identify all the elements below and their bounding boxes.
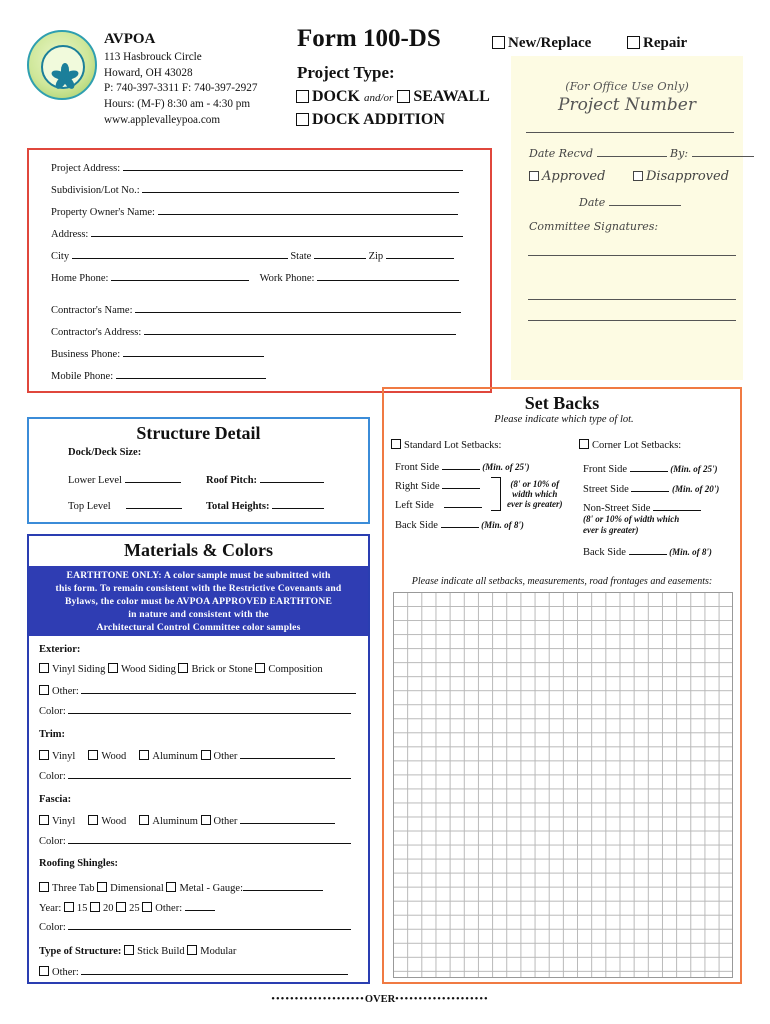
dimensional-checkbox[interactable]	[97, 882, 107, 892]
side-setback-note: (8' or 10% of width which ever is greater)	[507, 479, 563, 509]
trim-wood-checkbox[interactable]	[88, 750, 98, 760]
phone-fields[interactable]: Home Phone: Work Phone:	[51, 270, 459, 284]
org-address-line2: Howard, OH 43028	[104, 66, 193, 79]
year-15-checkbox[interactable]	[64, 902, 74, 912]
deck-size-label: Dock/Deck Size:	[68, 447, 142, 458]
roofing-year-field[interactable]: Year: 15 20 25 Other:	[39, 900, 215, 914]
dock-checkbox[interactable]	[296, 90, 309, 103]
side-bracket	[491, 477, 501, 511]
fascia-options[interactable]: Vinyl Wood Aluminum Other	[39, 813, 335, 827]
exterior-label: Exterior:	[39, 644, 81, 655]
trim-other-checkbox[interactable]	[201, 750, 211, 760]
page-footer: ••••••••••••••••••••OVER••••••••••••••••••••	[271, 994, 489, 1005]
new-replace-checkbox[interactable]	[492, 36, 505, 49]
fascia-vinyl-checkbox[interactable]	[39, 815, 49, 825]
roofing-shingles-label: Roofing Shingles:	[39, 858, 119, 869]
right-side-field[interactable]: Right Side	[395, 478, 480, 492]
corner-back-side-field[interactable]: Back Side (Min. of 8')	[583, 544, 712, 558]
dock-addition-checkbox[interactable]	[296, 113, 309, 126]
setbacks-subtitle: Please indicate which type of lot.	[494, 414, 634, 425]
seawall-checkbox[interactable]	[397, 90, 410, 103]
project-type-row1	[296, 88, 490, 106]
structure-type-other-field[interactable]: Other:	[39, 964, 348, 978]
setbacks-title: Set Backs	[524, 393, 600, 413]
org-hours: Hours: (M-F) 8:30 am - 4:30 pm	[104, 98, 251, 111]
roofing-color-field[interactable]: Color:	[39, 919, 351, 933]
exterior-other-checkbox[interactable]	[39, 685, 49, 695]
modular-checkbox[interactable]	[187, 945, 197, 955]
org-address-line1: 113 Hasbrouck Circle	[104, 51, 202, 63]
owner-name-field[interactable]: Property Owner's Name:	[51, 204, 458, 218]
office-date-field[interactable]: Date	[579, 195, 681, 209]
roof-pitch-field[interactable]: Roof Pitch:	[206, 472, 324, 486]
trim-aluminum-checkbox[interactable]	[139, 750, 149, 760]
exterior-other-field[interactable]: Other:	[39, 683, 356, 697]
dock-addition-option[interactable]: DOCK ADDITION	[296, 111, 445, 129]
approved-option[interactable]: Approved	[529, 169, 605, 184]
seawall-option[interactable]: SEAWALL	[397, 88, 489, 105]
project-type-label: Project Type:	[297, 63, 395, 82]
committee-signatures-label: Committee Signatures:	[529, 220, 659, 233]
earthtone-notice: EARTHTONE ONLY: A color sample must be submitted with this form. To remain consistent with the Restrictive Covenants and Bylaws, the color must be AVPOA APPROVED EARTHTONE in nature and consistent with the Architectural Control Committee color samples	[29, 566, 368, 636]
fascia-color-field[interactable]: Color:	[39, 833, 351, 847]
logo-emblem	[41, 45, 85, 89]
signature-line-1[interactable]	[528, 255, 736, 256]
trim-vinyl-checkbox[interactable]	[39, 750, 49, 760]
composition-checkbox[interactable]	[255, 663, 265, 673]
fascia-label: Fascia:	[39, 794, 72, 805]
street-side-field[interactable]: Street Side (Min. of 20')	[583, 481, 719, 495]
project-number-label: Project Number	[558, 95, 696, 115]
signature-line-2[interactable]	[528, 299, 736, 300]
project-address-field[interactable]: Project Address:	[51, 160, 463, 174]
non-street-note: (8' or 10% of width which ever is greater)	[583, 514, 680, 535]
non-street-side-field[interactable]: Non-Street Side	[583, 500, 701, 514]
business-phone-field[interactable]: Business Phone:	[51, 346, 264, 360]
corner-lot-option[interactable]: Corner Lot Setbacks:	[579, 439, 681, 451]
project-number-line[interactable]	[526, 132, 734, 133]
vinyl-siding-checkbox[interactable]	[39, 663, 49, 673]
disapproved-checkbox[interactable]	[633, 171, 643, 181]
setbacks-instructions: Please indicate all setbacks, measurements, road frontages and easements:	[411, 576, 713, 587]
over-label: OVER	[364, 994, 396, 1005]
fascia-other-checkbox[interactable]	[201, 815, 211, 825]
trim-options[interactable]: Vinyl Wood Aluminum Other	[39, 748, 335, 762]
city-state-zip-field[interactable]: City State Zip	[51, 248, 454, 262]
fascia-wood-checkbox[interactable]	[88, 815, 98, 825]
approved-checkbox[interactable]	[529, 171, 539, 181]
contractor-address-field[interactable]: Contractor's Address:	[51, 324, 456, 338]
mobile-phone-field[interactable]: Mobile Phone:	[51, 368, 266, 382]
avpoa-logo	[27, 30, 97, 100]
fascia-aluminum-checkbox[interactable]	[139, 815, 149, 825]
form-title: Form 100-DS	[297, 25, 441, 52]
org-contact	[104, 50, 257, 129]
stick-build-checkbox[interactable]	[124, 945, 134, 955]
disapproved-option[interactable]: Disapproved	[633, 169, 729, 184]
structure-detail-title: Structure Detail	[136, 423, 261, 443]
left-side-field[interactable]: Left Side	[395, 497, 482, 511]
year-20-checkbox[interactable]	[90, 902, 100, 912]
exterior-color-field[interactable]: Color:	[39, 703, 351, 717]
roofing-options[interactable]: Three Tab Dimensional Metal - Gauge:	[39, 880, 323, 894]
brick-stone-checkbox[interactable]	[178, 663, 188, 673]
dock-option[interactable]: DOCK	[296, 88, 360, 105]
lower-level-field[interactable]: Lower Level	[68, 472, 181, 486]
repair-checkbox[interactable]	[627, 36, 640, 49]
date-recvd-field[interactable]: Date Recvd By:	[529, 146, 754, 160]
total-heights-field[interactable]: Total Heights:	[206, 498, 324, 512]
trim-label: Trim:	[39, 729, 66, 740]
back-side-field[interactable]: Back Side (Min. of 8')	[395, 517, 524, 531]
org-name: AVPOA	[104, 31, 156, 47]
exterior-options[interactable]: Vinyl Siding Wood Siding Brick or Stone Composition	[39, 663, 323, 675]
corner-front-side-field[interactable]: Front Side (Min. of 25')	[583, 461, 718, 475]
office-use-note: (For Office Use Only)	[565, 79, 689, 93]
structure-other-checkbox[interactable]	[39, 966, 49, 976]
trim-color-field[interactable]: Color:	[39, 768, 351, 782]
top-level-field[interactable]: Top Level	[68, 498, 182, 512]
new-replace-option[interactable]: New/Replace	[492, 35, 591, 52]
wood-siding-checkbox[interactable]	[108, 663, 118, 673]
materials-colors-title: Materials & Colors	[124, 540, 273, 560]
contractor-name-field[interactable]: Contractor's Name:	[51, 302, 461, 316]
org-phones: P: 740-397-3311 F: 740-397-2927	[104, 82, 258, 95]
owner-address-field[interactable]: Address:	[51, 226, 463, 240]
sketch-grid[interactable]	[393, 592, 733, 978]
metal-gauge-checkbox[interactable]	[166, 882, 176, 892]
standard-front-side-field[interactable]: Front Side (Min. of 25')	[395, 459, 530, 473]
year-25-checkbox[interactable]	[116, 902, 126, 912]
repair-option[interactable]: Repair	[627, 35, 687, 52]
and-or-text: and/or	[364, 92, 394, 104]
standard-lot-option[interactable]: Standard Lot Setbacks:	[391, 439, 501, 451]
subdivision-field[interactable]: Subdivision/Lot No.:	[51, 182, 459, 196]
signature-line-3[interactable]	[528, 320, 736, 321]
standard-lot-checkbox[interactable]	[391, 439, 401, 449]
three-tab-checkbox[interactable]	[39, 882, 49, 892]
corner-lot-checkbox[interactable]	[579, 439, 589, 449]
org-website: www.applevalleypoa.com	[104, 113, 221, 126]
structure-type-field[interactable]: Type of Structure: Stick Build Modular	[39, 946, 237, 957]
year-other-checkbox[interactable]	[142, 902, 152, 912]
